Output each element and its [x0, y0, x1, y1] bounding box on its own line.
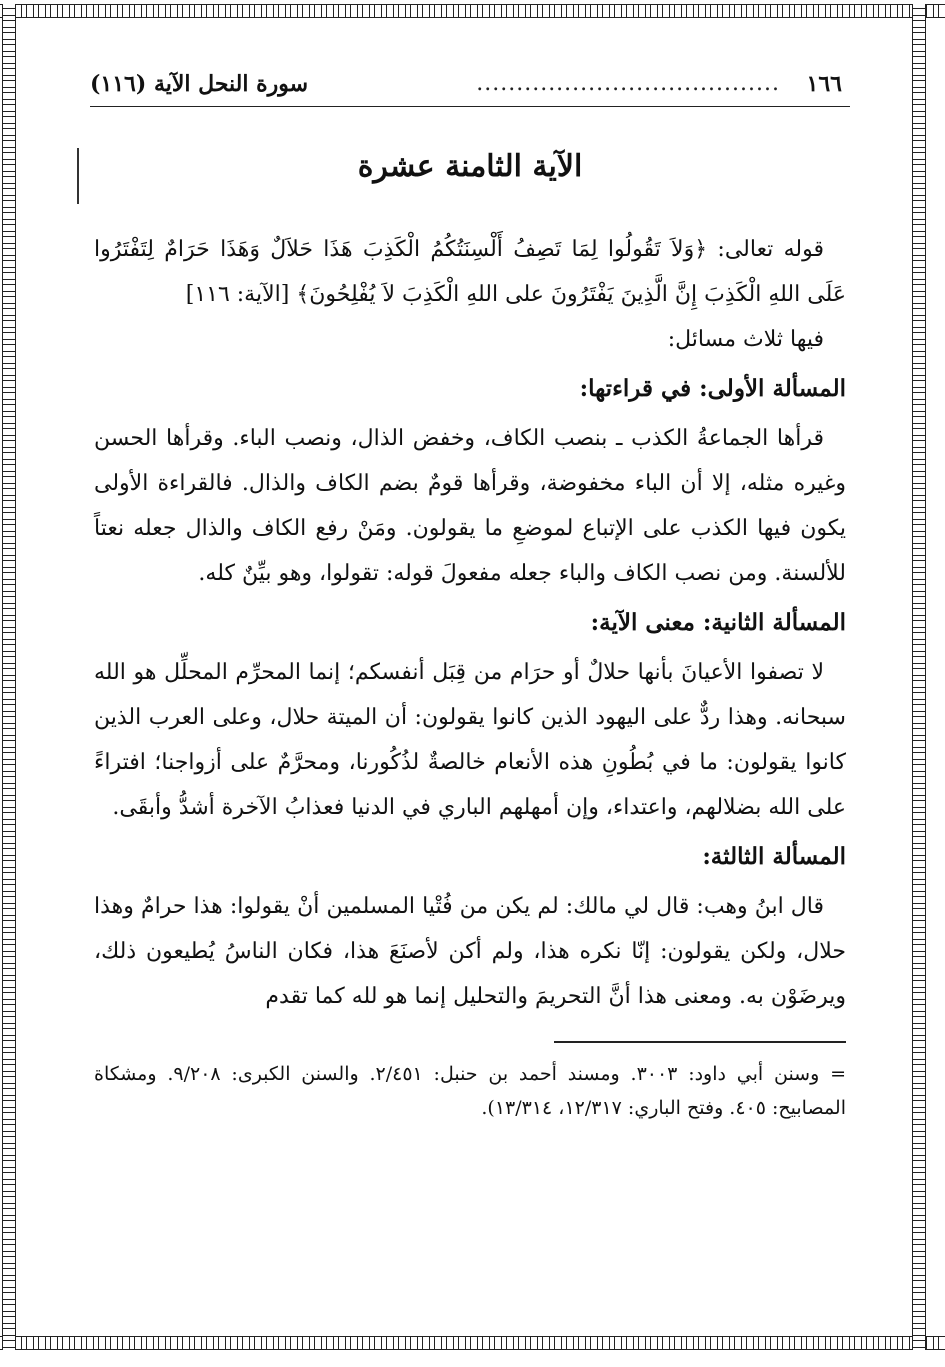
footnote-separator	[554, 1041, 846, 1043]
top-border-ornament	[0, 4, 945, 18]
issues-intro: فيها ثلاث مسائل:	[667, 327, 824, 352]
page-number: ١٦٦	[806, 71, 842, 97]
bottom-border-ornament	[0, 1336, 945, 1350]
issue-2-text: لا تصفوا الأعيانَ بأنها حلالٌ أو حرَام من قِبَل أنفسكم؛ إنما المحرِّم المحلِّل هو الله سبحانه. وهذا ردٌّ على اليهود الذين كانوا يقولون: أن الميتة حلال، وعلى العرب الذين كانوا يقولون: ما في بُطُونِ هذه الأنعام خالصةٌ لذُكُورنا، ومحرَّمٌ على أزواجنا؛ افتراءً على الله بضلالهم، واعتداء، وإن أمهلهم الباري في الدنيا فعذابُ الآخرة أشدُّ وأبقَى.	[94, 660, 846, 820]
issue-1-text: قرأها الجماعةُ الكذب ـ بنصب الكاف، وخفض الذال، ونصب الباء. وقرأها الحسن وغيره مثله، إلا أن الباء مخفوضة، وقرأها قومٌ بضم الكاف والذال. فالقراءة الأولى يكون فيها الكذب على الإتباع لموضعِ ما يقولون. ومَنْ رفع الكاف والذال جعله نعتاً للألسنة. ومن نصب الكاف والباء جعله مفعولَ قوله: تقولوا، وهو بيِّنٌ كله.	[94, 426, 846, 586]
footnote-text: = وسنن أبي داود: ٣٠٠٣. ومسند أحمد بن حنبل: ٢/٤٥١. والسنن الكبرى: ٩/٢٠٨. ومشكاة المصابيح: ٤٠٥. وفتح الباري: ١٢/٣١٧، ١٣/٣١٤).	[94, 1062, 846, 1119]
verse-paragraph: قوله تعالى: ﴿وَلاَ تَقُولُوا لِمَا تَصِفُ أَلْسِنَتُكُمُ الْكَذِبَ هَذَا حَلاَلٌ وَهَذَا حَرَامٌ لِتَفْتَرُوا عَلَى اللهِ الْكَذِبَ إِنَّ الَّذِينَ يَفْتَرُونَ على اللهِ الْكَذِبَ لاَ يُفْلِحُونَ﴾ [الآية: ١١٦]	[94, 237, 846, 307]
issue-2-heading: المسألة الثانية: معنى الآية:	[590, 609, 846, 636]
issue-3-text: قال ابنُ وهب: قال لي مالك: لم يكن من فُتْيا المسلمين أنْ يقولوا: هذا حرامٌ وهذا حلال، ولكن يقولون: إنّا نكره هذا، ولم أكن لأصنَعَ هذا، فكان الناسُ يُطيعون ذلك، ويرضَوْن به. ومعنى هذا أنَّ التحريمَ والتحليل إنما هو لله كما تقدم	[94, 894, 846, 1009]
margin-mark	[77, 148, 79, 204]
book-page	[90, 62, 850, 1125]
header-leader-dots: ......................................	[476, 71, 780, 96]
running-header	[90, 62, 850, 107]
header-surah-title: سورة النحل الآية (١١٦)	[90, 71, 309, 97]
chapter-title: الآية الثامنة عشرة	[357, 149, 583, 184]
issue-1-heading: المسألة الأولى: في قراءتها:	[579, 375, 846, 402]
left-border-ornament	[2, 4, 16, 1350]
issue-3-heading: المسألة الثالثة:	[702, 843, 846, 870]
right-border-ornament	[912, 4, 926, 1350]
